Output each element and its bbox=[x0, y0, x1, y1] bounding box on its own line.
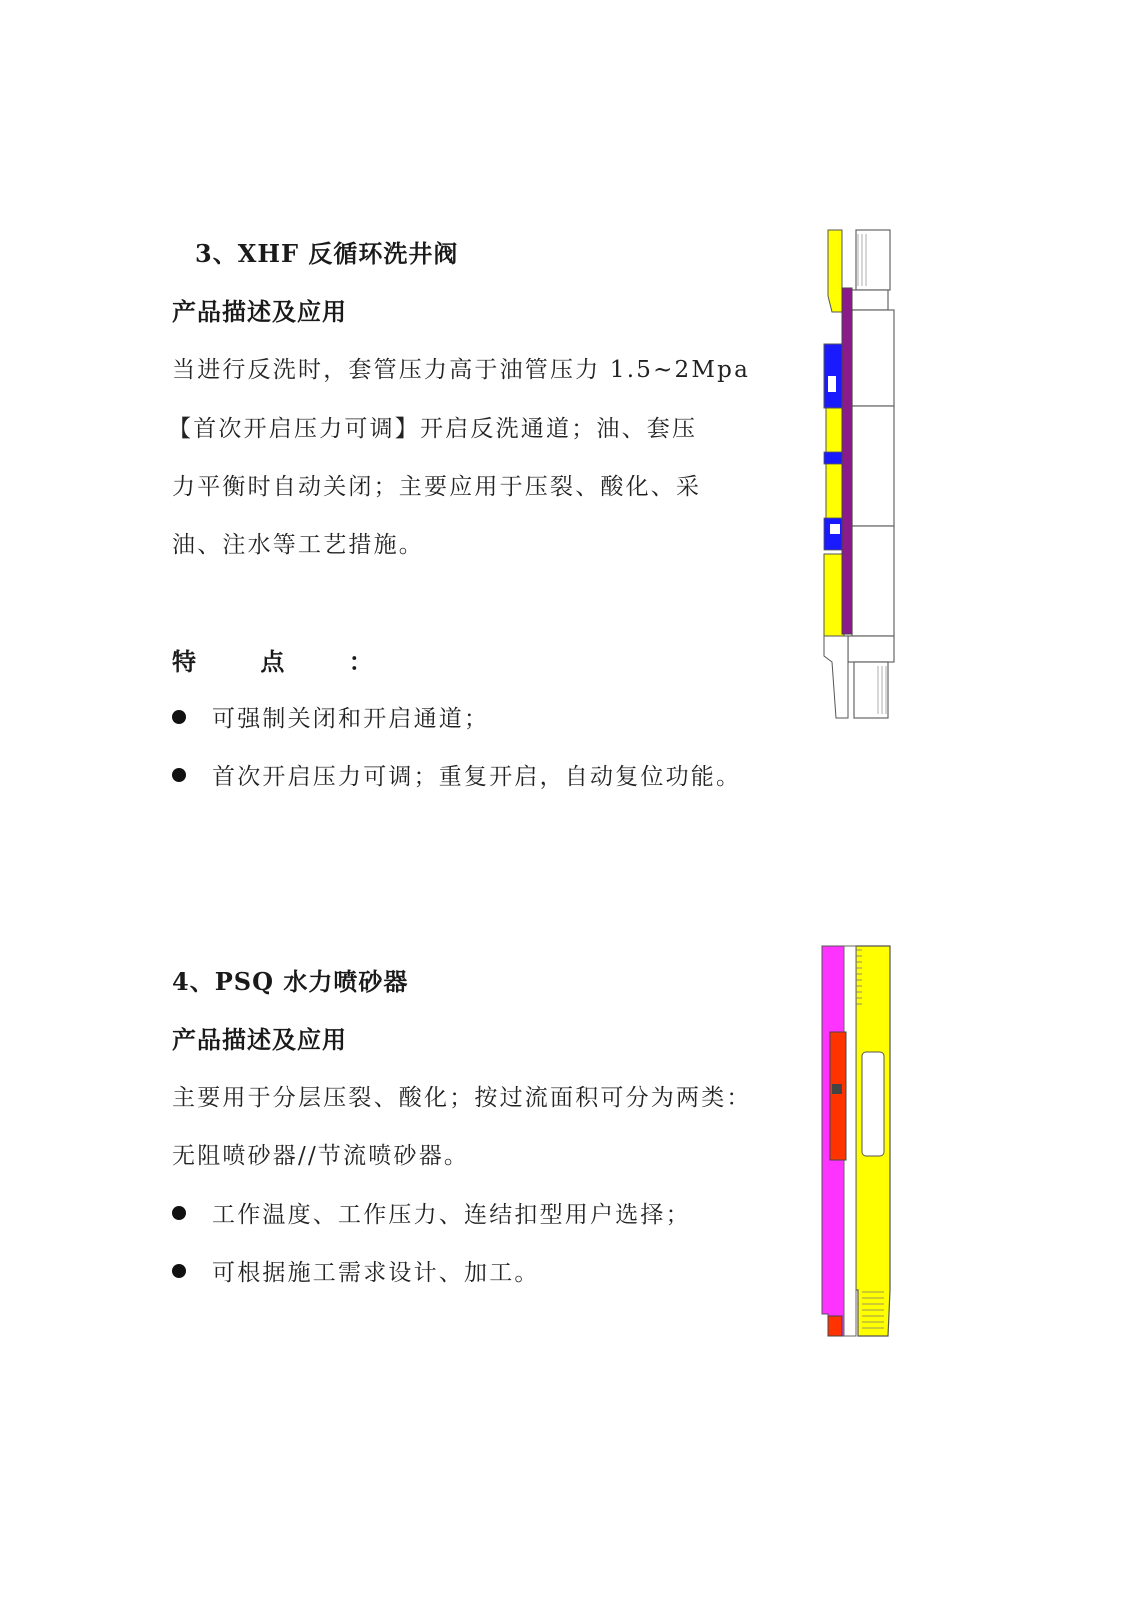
list-item-text: 首次开启压力可调；重复开启，自动复位功能。 bbox=[212, 764, 742, 790]
section-subtitle: 产品描述及应用 bbox=[172, 1025, 347, 1054]
description-line: 【首次开启压力可调】开启反洗通道；油、套压 bbox=[168, 416, 698, 442]
list-item bbox=[172, 1196, 691, 1229]
psq-sand-blaster-drawing bbox=[818, 944, 902, 1344]
description-line: 无阻喷砂器//节流喷砂器。 bbox=[172, 1143, 470, 1169]
list-item bbox=[172, 758, 741, 791]
list-item bbox=[172, 1254, 540, 1287]
section-subtitle: 产品描述及应用 bbox=[172, 297, 347, 326]
xhf-valve-drawing bbox=[818, 226, 902, 722]
bullet-icon bbox=[172, 710, 186, 724]
description-line: 力平衡时自动关闭；主要应用于压裂、酸化、采 bbox=[172, 474, 702, 500]
section-title: 3、XHF 反循环洗井阀 bbox=[195, 239, 459, 268]
bullet-icon bbox=[172, 768, 186, 782]
bullet-icon bbox=[172, 1206, 186, 1220]
list-item bbox=[172, 700, 489, 733]
list-item-text: 可强制关闭和开启通道； bbox=[212, 706, 490, 732]
description-line: 主要用于分层压裂、酸化；按过流面积可分为两类： bbox=[172, 1085, 752, 1111]
list-item-text: 可根据施工需求设计、加工。 bbox=[212, 1260, 540, 1286]
bullet-icon bbox=[172, 1264, 186, 1278]
features-label: 特 点 ： bbox=[172, 647, 401, 676]
description-line: 当进行反洗时，套管压力高于油管压力 1.5~2Mpa bbox=[172, 357, 750, 383]
list-item-text: 工作温度、工作压力、连结扣型用户选择； bbox=[212, 1202, 691, 1228]
section-title: 4、PSQ 水力喷砂器 bbox=[172, 967, 409, 996]
description-line: 油、注水等工艺措施。 bbox=[172, 532, 424, 558]
